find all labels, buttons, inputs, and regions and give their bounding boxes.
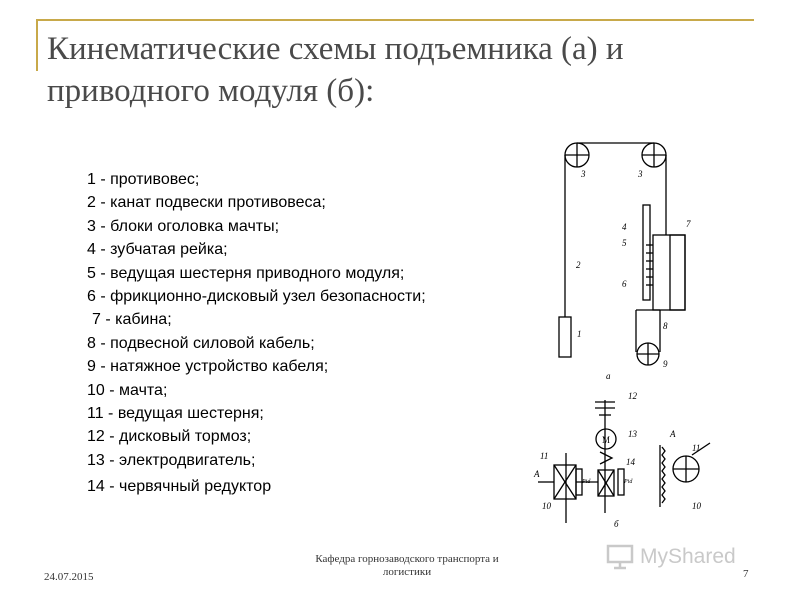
diagram-label: А <box>670 429 676 439</box>
footer-department-line-1: Кафедра горнозаводского транспорта и <box>315 553 499 565</box>
legend-item: 12 - дисковый тормоз; <box>87 428 252 446</box>
diagram-label: 11 <box>692 443 701 453</box>
legend-item: 11 - ведущая шестерня; <box>87 405 264 423</box>
diagram-label: 6 <box>622 279 627 289</box>
legend-item: 5 - ведущая шестерня приводного модуля; <box>87 264 405 282</box>
diagram-caption: а <box>606 371 611 381</box>
motor-letter: M <box>602 435 611 445</box>
diagram-label: 10 <box>692 501 701 511</box>
footer-date: 24.07.2015 <box>44 571 94 583</box>
counterweight <box>559 317 571 357</box>
kinematic-diagram <box>510 125 760 530</box>
slide-title <box>47 28 747 112</box>
diagram-label: 2 <box>576 260 581 270</box>
diagram-label: А <box>534 469 540 479</box>
page-number: 7 <box>743 568 749 580</box>
legend-item: 8 - подвесной силовой кабель; <box>87 334 315 352</box>
top-accent-line <box>36 19 754 21</box>
diagram-label: 11 <box>540 451 549 461</box>
left-accent-line <box>36 19 38 71</box>
title-line-2: приводного модуля (б): <box>47 73 375 109</box>
legend-item: 4 - зубчатая рейка; <box>87 241 228 259</box>
diagram-label: 14 <box>626 457 635 467</box>
drive-module-scheme-b <box>538 400 710 523</box>
legend-item: 2 - канат подвески противовеса; <box>87 194 326 212</box>
diagram-label: 12 <box>628 391 637 401</box>
small-label: Ріd <box>582 479 591 485</box>
diagram-label: 9 <box>663 359 668 369</box>
diagram-label: 4 <box>622 222 627 232</box>
small-label: Ріd <box>624 479 633 485</box>
watermark <box>606 540 766 574</box>
cabin <box>653 235 685 310</box>
legend-item: 9 - натяжное устройство кабеля; <box>87 358 329 376</box>
legend-item: 3 - блоки оголовка мачты; <box>87 217 280 235</box>
diagram-label: 3 <box>581 169 586 179</box>
legend-item: 6 - фрикционно-дисковый узел безопасности; <box>87 288 426 306</box>
diagram-label: 3 <box>638 169 643 179</box>
diagram-caption: б <box>614 519 619 529</box>
diagram-label: 5 <box>622 238 627 248</box>
legend-list <box>87 168 426 499</box>
scheme-a-labels <box>576 169 691 381</box>
legend-item: 13 - электродвигатель; <box>87 451 256 469</box>
diagram-label: 10 <box>542 501 551 511</box>
legend-item: 7 - кабина; <box>92 311 172 329</box>
footer-department-line-2: логистики <box>382 566 432 578</box>
legend-item: 10 - мачта; <box>87 381 168 399</box>
footer-department <box>282 553 532 579</box>
title-line-1: Кинематические схемы подъемника (а) и <box>47 31 624 67</box>
legend-item: 1 - противовес; <box>87 171 200 188</box>
legend-item: 14 - червячный редуктор <box>87 478 272 496</box>
diagram-label: 13 <box>628 429 637 439</box>
diagram-label: 1 <box>577 329 582 339</box>
presentation-board-icon <box>606 543 634 571</box>
watermark-text: MyShared <box>640 545 736 568</box>
diagram-label: 8 <box>663 321 668 331</box>
diagram-label: 7 <box>686 219 691 229</box>
